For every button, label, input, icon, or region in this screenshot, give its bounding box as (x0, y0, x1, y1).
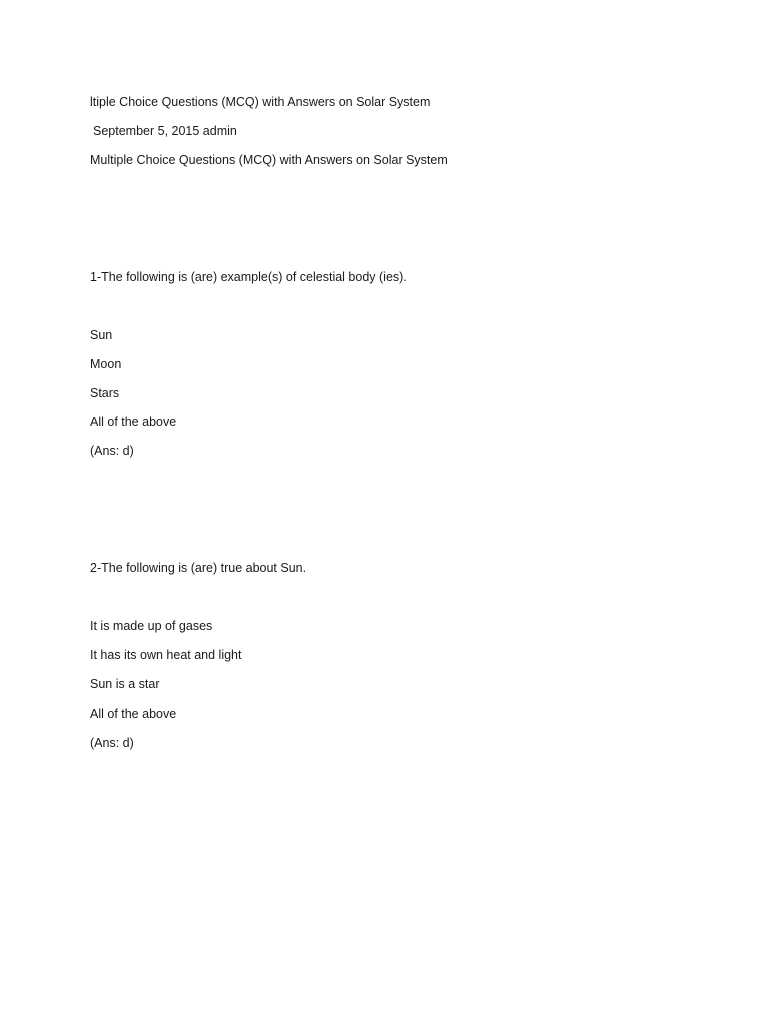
answer-key: (Ans: d) (90, 444, 134, 458)
question-text: 1-The following is (are) example(s) of celestial body (ies). (90, 270, 407, 284)
answer-option: All of the above (90, 707, 177, 721)
document-title: Multiple Choice Questions (MCQ) with Answers on Solar System (90, 153, 448, 167)
post-date-author: September 5, 2015 admin (93, 124, 237, 138)
answer-option: Stars (90, 386, 120, 400)
answer-option: Sun (90, 328, 113, 342)
header-title: ltiple Choice Questions (MCQ) with Answers on Solar System (90, 95, 431, 109)
answer-option: Sun is a star (90, 677, 160, 691)
answer-option: It is made up of gases (90, 619, 213, 633)
answer-option: It has its own heat and light (90, 648, 242, 662)
question-text: 2-The following is (are) true about Sun. (90, 561, 307, 575)
answer-option: All of the above (90, 415, 177, 429)
answer-option: Moon (90, 357, 122, 371)
answer-key: (Ans: d) (90, 736, 134, 750)
